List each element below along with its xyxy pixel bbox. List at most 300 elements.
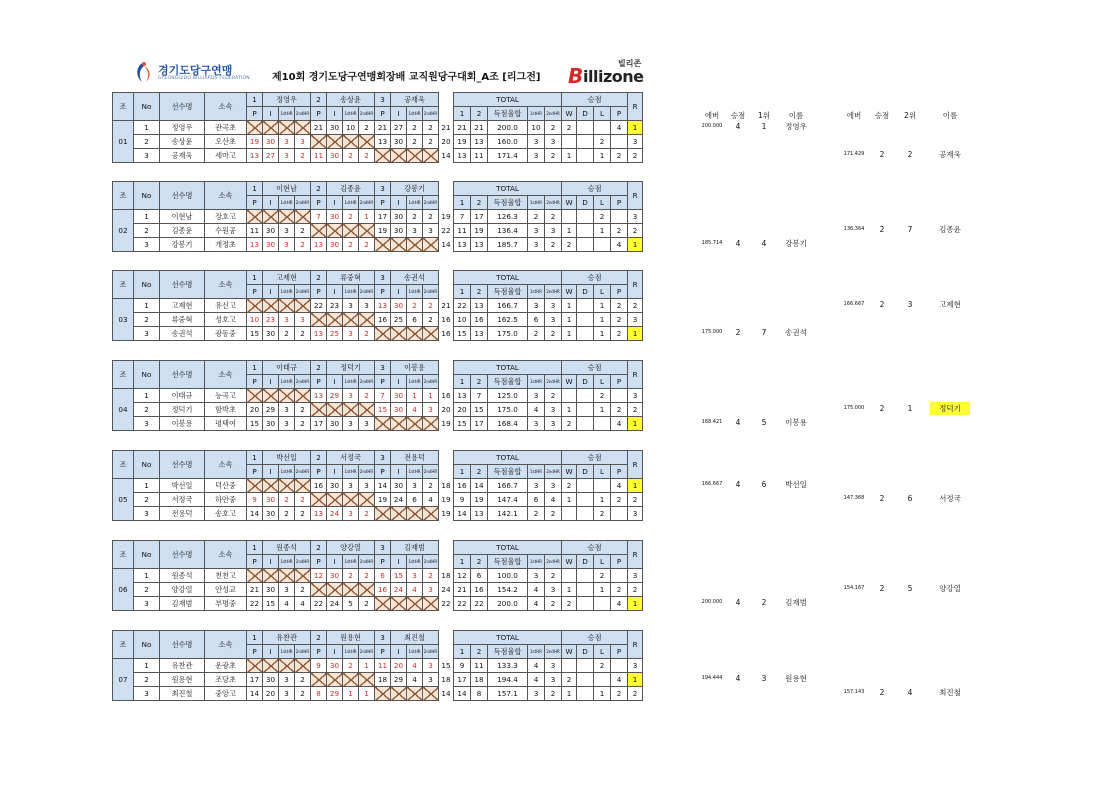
match-score-cell: 13 xyxy=(311,238,327,252)
match-score-cell: 24 xyxy=(327,507,343,521)
rank-header: R xyxy=(628,361,643,389)
average-value: 133.3 xyxy=(488,659,528,673)
high-run-2: 4 xyxy=(545,493,562,507)
first-place-rank: 1 xyxy=(761,122,767,131)
self-match-cell xyxy=(359,313,375,327)
group-table-01 xyxy=(112,92,643,163)
i-header: I xyxy=(263,645,279,659)
average-value: 166.7 xyxy=(488,479,528,493)
player-affiliation: 장호고 xyxy=(205,210,247,224)
wins-p xyxy=(611,389,628,403)
p-header: P xyxy=(311,285,327,299)
wins-p: 4 xyxy=(611,238,628,252)
player-affiliation: 함박초 xyxy=(205,403,247,417)
affiliation-header: 소속 xyxy=(205,451,247,479)
wins-l xyxy=(594,479,611,493)
self-match-cell xyxy=(311,135,327,149)
high-run-2: 3 xyxy=(545,403,562,417)
total-1: 14 xyxy=(454,687,471,701)
total-1: 7 xyxy=(454,210,471,224)
opponent-number: 3 xyxy=(375,271,391,285)
player-name: 정덕기 xyxy=(160,403,205,417)
hr1-header: 1stHR xyxy=(279,465,295,479)
self-match-cell xyxy=(407,417,423,431)
second-place-pts: 2 xyxy=(879,150,885,159)
average-value: 185.7 xyxy=(488,238,528,252)
high-run-1: 3 xyxy=(528,135,545,149)
federation-emblem-icon xyxy=(132,60,156,86)
match-score-cell: 2 xyxy=(359,597,375,611)
hr1-header: 1stHR xyxy=(343,555,359,569)
first-place-pts: 4 xyxy=(735,239,741,248)
opponent-name: 류중혁 xyxy=(327,271,375,285)
match-score-cell: 2 xyxy=(295,493,311,507)
match-score-cell: 1 xyxy=(359,659,375,673)
second-place-name: 정덕기 xyxy=(930,402,970,415)
first-place-name: 원용현 xyxy=(785,674,807,683)
wins-d xyxy=(577,224,594,238)
match-score-cell: 27 xyxy=(391,121,407,135)
match-score-cell: 2 xyxy=(407,135,423,149)
match-score-cell: 3 xyxy=(279,403,295,417)
match-score-cell: 2 xyxy=(279,327,295,341)
match-score-cell: 7 xyxy=(311,210,327,224)
wins-p xyxy=(611,210,628,224)
second-place-summary xyxy=(842,492,972,505)
match-score-cell: 3 xyxy=(279,583,295,597)
total-2-header: 2 xyxy=(471,375,488,389)
total-2: 13 xyxy=(471,238,488,252)
sum-cell: 19 xyxy=(441,508,451,518)
i-header: I xyxy=(327,465,343,479)
self-match-cell xyxy=(391,327,407,341)
total-1-header: 1 xyxy=(454,375,471,389)
opponent-name: 정영우 xyxy=(263,93,311,107)
total-1: 9 xyxy=(454,659,471,673)
self-match-cell xyxy=(247,121,263,135)
i-header: I xyxy=(391,107,407,121)
l-header: L xyxy=(594,555,611,569)
opponent-name: 서정국 xyxy=(327,451,375,465)
match-score-cell: 10 xyxy=(343,121,359,135)
wins-header: 승점 xyxy=(562,451,628,465)
hr1-header: 1stHR xyxy=(528,107,545,121)
match-score-cell: 3 xyxy=(295,313,311,327)
hr1-header: 1stHR xyxy=(343,645,359,659)
wins-w xyxy=(562,659,577,673)
match-score-cell: 2 xyxy=(407,299,423,313)
match-score-cell: 24 xyxy=(391,583,407,597)
second-place-summary xyxy=(842,686,972,699)
i-header: I xyxy=(263,465,279,479)
no-header: No xyxy=(134,541,160,569)
no-header: No xyxy=(134,631,160,659)
self-match-cell xyxy=(295,389,311,403)
match-score-cell: 2 xyxy=(279,493,295,507)
player-no: 2 xyxy=(134,403,160,417)
rank-value: 2 xyxy=(628,149,643,163)
match-score-cell: 2 xyxy=(423,313,439,327)
opponent-name: 고제현 xyxy=(263,271,311,285)
affiliation-header: 소속 xyxy=(205,541,247,569)
p-header: P xyxy=(247,645,263,659)
match-score-cell: 21 xyxy=(247,583,263,597)
spacer xyxy=(439,271,454,299)
wins-l xyxy=(594,121,611,135)
affiliation-header: 소속 xyxy=(205,93,247,121)
wins-d xyxy=(577,389,594,403)
player-name: 유찬관 xyxy=(160,659,205,673)
player-affiliation: 부명중 xyxy=(205,597,247,611)
average-value: 171.4 xyxy=(488,149,528,163)
high-run-2: 2 xyxy=(545,121,562,135)
average-header: 득점율합 xyxy=(488,375,528,389)
self-match-cell xyxy=(375,327,391,341)
high-run-1: 3 xyxy=(528,149,545,163)
wins-d xyxy=(577,417,594,431)
federation-logo-text: 경기도당구연맹 xyxy=(158,64,233,77)
self-match-cell xyxy=(391,507,407,521)
hr1-header: 1stHR xyxy=(528,555,545,569)
player-affiliation: 광동중 xyxy=(205,327,247,341)
d-header: D xyxy=(577,285,594,299)
wins-header: 승점 xyxy=(562,271,628,285)
match-score-cell: 2 xyxy=(279,507,295,521)
p-header: P xyxy=(375,285,391,299)
wins-p: 4 xyxy=(611,121,628,135)
wins-header: 승점 xyxy=(562,541,628,555)
total-2: 7 xyxy=(471,389,488,403)
match-score-cell: 2 xyxy=(359,149,375,163)
match-score-cell: 3 xyxy=(279,417,295,431)
second-place-avg: 171.429 xyxy=(843,151,865,157)
hr2-header: 2ndHR xyxy=(423,555,439,569)
sum-cell: 22 xyxy=(441,225,451,235)
match-score-cell: 4 xyxy=(407,659,423,673)
group-header: 조 xyxy=(113,361,134,389)
spacer xyxy=(439,541,454,569)
opponent-number: 1 xyxy=(247,541,263,555)
hr1-header: 1stHR xyxy=(343,465,359,479)
self-match-cell xyxy=(263,659,279,673)
second-place-pts: 2 xyxy=(879,404,885,413)
hr2-header: 2ndHR xyxy=(359,555,375,569)
rank-value: 2 xyxy=(628,299,643,313)
second-place-rank: 3 xyxy=(907,300,913,309)
match-score-cell: 30 xyxy=(327,417,343,431)
match-score-cell: 3 xyxy=(407,479,423,493)
rank-value: 3 xyxy=(628,135,643,149)
high-run-1: 3 xyxy=(528,479,545,493)
d-header: D xyxy=(577,107,594,121)
match-score-cell: 30 xyxy=(391,389,407,403)
match-score-cell: 30 xyxy=(263,673,279,687)
hr2-header: 2ndHR xyxy=(423,285,439,299)
player-name: 송상윤 xyxy=(160,135,205,149)
average-value: 160.0 xyxy=(488,135,528,149)
self-match-cell xyxy=(343,313,359,327)
p-points-header: P xyxy=(611,107,628,121)
total-2-header: 2 xyxy=(471,285,488,299)
wins-d xyxy=(577,313,594,327)
hr1-header: 1stHR xyxy=(279,285,295,299)
opponent-name: 전용덕 xyxy=(391,451,439,465)
match-score-cell: 21 xyxy=(311,121,327,135)
self-match-cell xyxy=(247,569,263,583)
self-match-cell xyxy=(263,479,279,493)
wins-d xyxy=(577,238,594,252)
player-name: 원종석 xyxy=(160,569,205,583)
opponent-name: 김재범 xyxy=(391,541,439,555)
high-run-2: 3 xyxy=(545,224,562,238)
match-score-cell: 2 xyxy=(295,687,311,701)
player-name: 이현남 xyxy=(160,210,205,224)
spacer xyxy=(439,93,454,121)
player-affiliation: 하안중 xyxy=(205,493,247,507)
match-score-cell: 2 xyxy=(295,417,311,431)
player-affiliation: 조당초 xyxy=(205,673,247,687)
self-match-cell xyxy=(391,149,407,163)
table-row xyxy=(113,659,643,673)
group-number: 06 xyxy=(113,569,134,611)
self-match-cell xyxy=(327,673,343,687)
match-score-cell: 1 xyxy=(407,389,423,403)
match-score-cell: 2 xyxy=(359,569,375,583)
hr2-header: 2ndHR xyxy=(359,107,375,121)
match-score-cell: 16 xyxy=(311,479,327,493)
high-run-1: 4 xyxy=(528,583,545,597)
total-2: 13 xyxy=(471,507,488,521)
high-run-2: 2 xyxy=(545,569,562,583)
match-score-cell: 22 xyxy=(311,597,327,611)
total-2: 19 xyxy=(471,493,488,507)
first-place-header: 승점 xyxy=(730,111,746,120)
self-match-cell xyxy=(359,403,375,417)
average-value: 136.4 xyxy=(488,224,528,238)
sum-cell: 15 xyxy=(441,660,451,670)
hr1-header: 1stHR xyxy=(407,555,423,569)
match-score-cell: 15 xyxy=(247,327,263,341)
high-run-1: 3 xyxy=(528,238,545,252)
p-points-header: P xyxy=(611,645,628,659)
second-place-pts: 2 xyxy=(879,225,885,234)
player-no: 3 xyxy=(134,507,160,521)
match-score-cell: 13 xyxy=(247,149,263,163)
self-match-cell xyxy=(279,479,295,493)
wins-l: 1 xyxy=(594,224,611,238)
w-header: W xyxy=(562,285,577,299)
hr2-header: 2ndHR xyxy=(545,196,562,210)
self-match-cell xyxy=(327,403,343,417)
wins-w xyxy=(562,210,577,224)
player-no: 1 xyxy=(134,210,160,224)
group-table-04 xyxy=(112,360,643,431)
group-header: 조 xyxy=(113,451,134,479)
total-2: 8 xyxy=(471,687,488,701)
high-run-2: 2 xyxy=(545,327,562,341)
total-2: 13 xyxy=(471,299,488,313)
total-1-header: 1 xyxy=(454,285,471,299)
hr2-header: 2ndHR xyxy=(545,285,562,299)
self-match-cell xyxy=(311,583,327,597)
high-run-1: 6 xyxy=(528,493,545,507)
wins-w: 2 xyxy=(562,673,577,687)
second-place-pts: 2 xyxy=(879,300,885,309)
match-score-cell: 3 xyxy=(295,135,311,149)
self-match-cell xyxy=(343,673,359,687)
no-header: No xyxy=(134,93,160,121)
match-score-cell: 2 xyxy=(343,210,359,224)
match-score-cell: 12 xyxy=(311,569,327,583)
hr2-header: 2ndHR xyxy=(359,285,375,299)
wins-l: 1 xyxy=(594,687,611,701)
match-score-cell: 2 xyxy=(295,238,311,252)
rank-value: 3 xyxy=(628,313,643,327)
match-score-cell: 15 xyxy=(247,417,263,431)
hr2-header: 2ndHR xyxy=(423,196,439,210)
total-1: 13 xyxy=(454,238,471,252)
wins-d xyxy=(577,299,594,313)
sum-cell: 19 xyxy=(441,211,451,221)
match-score-cell: 14 xyxy=(247,507,263,521)
match-score-cell: 3 xyxy=(359,417,375,431)
match-score-cell: 17 xyxy=(311,417,327,431)
second-place-avg: 136.364 xyxy=(843,226,865,232)
sponsor-logo-text: illizone xyxy=(583,67,644,86)
player-name: 최진철 xyxy=(160,687,205,701)
table-row xyxy=(113,135,643,149)
match-score-cell: 3 xyxy=(279,135,295,149)
total-1-header: 1 xyxy=(454,645,471,659)
wins-w: 2 xyxy=(562,417,577,431)
player-name-header: 선수명 xyxy=(160,361,205,389)
wins-d xyxy=(577,687,594,701)
match-score-cell: 5 xyxy=(343,597,359,611)
self-match-cell xyxy=(295,659,311,673)
wins-l: 1 xyxy=(594,327,611,341)
first-place-pts: 4 xyxy=(735,598,741,607)
self-match-cell xyxy=(359,224,375,238)
average-value: 154.2 xyxy=(488,583,528,597)
i-header: I xyxy=(327,107,343,121)
second-place-name: 고제현 xyxy=(939,300,961,309)
first-place-rank: 6 xyxy=(761,480,767,489)
first-place-summary xyxy=(700,120,820,133)
self-match-cell xyxy=(295,121,311,135)
match-score-cell: 2 xyxy=(359,389,375,403)
self-match-cell xyxy=(327,224,343,238)
total-2: 17 xyxy=(471,417,488,431)
player-name: 이봉용 xyxy=(160,417,205,431)
opponent-number: 3 xyxy=(375,361,391,375)
l-header: L xyxy=(594,465,611,479)
hr2-header: 2ndHR xyxy=(295,375,311,389)
hr2-header: 2ndHR xyxy=(359,196,375,210)
sum-cell: 16 xyxy=(441,314,451,324)
p-points-header: P xyxy=(611,465,628,479)
hr2-header: 2ndHR xyxy=(423,107,439,121)
rank-value: 2 xyxy=(628,687,643,701)
wins-w: 2 xyxy=(562,121,577,135)
high-run-2: 3 xyxy=(545,299,562,313)
second-place-rank: 2 xyxy=(907,150,913,159)
hr2-header: 2ndHR xyxy=(545,645,562,659)
player-affiliation: 평택여 xyxy=(205,417,247,431)
total-1: 13 xyxy=(454,389,471,403)
opponent-number: 1 xyxy=(247,451,263,465)
i-header: I xyxy=(391,555,407,569)
rank-value: 3 xyxy=(628,569,643,583)
match-score-cell: 30 xyxy=(327,659,343,673)
player-no: 1 xyxy=(134,479,160,493)
match-score-cell: 29 xyxy=(391,673,407,687)
average-value: 194.4 xyxy=(488,673,528,687)
first-place-rank: 2 xyxy=(761,598,767,607)
sponsor-logo-b: B xyxy=(568,64,584,88)
player-no: 3 xyxy=(134,149,160,163)
self-match-cell xyxy=(327,493,343,507)
high-run-1: 2 xyxy=(528,507,545,521)
match-score-cell: 11 xyxy=(375,659,391,673)
total-1: 21 xyxy=(454,121,471,135)
match-score-cell: 13 xyxy=(375,299,391,313)
hr2-header: 2ndHR xyxy=(423,465,439,479)
average-header: 득점율합 xyxy=(488,645,528,659)
group-number: 01 xyxy=(113,121,134,163)
wins-l xyxy=(594,597,611,611)
self-match-cell xyxy=(423,507,439,521)
total-header: TOTAL xyxy=(454,631,562,645)
wins-w: 1 xyxy=(562,224,577,238)
match-score-cell: 30 xyxy=(263,327,279,341)
first-place-rank: 5 xyxy=(761,418,767,427)
high-run-1: 4 xyxy=(528,659,545,673)
table-row xyxy=(113,583,643,597)
first-place-pts: 4 xyxy=(735,480,741,489)
player-name: 공재욱 xyxy=(160,149,205,163)
group-table-06 xyxy=(112,540,643,611)
match-score-cell: 13 xyxy=(311,507,327,521)
player-name: 김재범 xyxy=(160,597,205,611)
opponent-number: 1 xyxy=(247,271,263,285)
high-run-1: 3 xyxy=(528,687,545,701)
total-2: 17 xyxy=(471,210,488,224)
match-score-cell: 24 xyxy=(327,597,343,611)
average-value: 200.0 xyxy=(488,597,528,611)
match-score-cell: 3 xyxy=(279,149,295,163)
match-score-cell: 25 xyxy=(391,313,407,327)
table-row xyxy=(113,597,643,611)
rank-value: 2 xyxy=(628,224,643,238)
player-name: 송권석 xyxy=(160,327,205,341)
wins-header: 승점 xyxy=(562,93,628,107)
p-header: P xyxy=(311,465,327,479)
hr1-header: 1stHR xyxy=(528,196,545,210)
wins-p: 4 xyxy=(611,479,628,493)
match-score-cell: 30 xyxy=(391,210,407,224)
rank-header: R xyxy=(628,271,643,299)
wins-w: 1 xyxy=(562,149,577,163)
player-no: 3 xyxy=(134,238,160,252)
total-header: TOTAL xyxy=(454,451,562,465)
total-1: 10 xyxy=(454,313,471,327)
opponent-number: 2 xyxy=(311,271,327,285)
high-run-2: 2 xyxy=(545,210,562,224)
total-2: 16 xyxy=(471,313,488,327)
match-score-cell: 30 xyxy=(263,493,279,507)
match-score-cell: 4 xyxy=(407,583,423,597)
self-match-cell xyxy=(375,597,391,611)
